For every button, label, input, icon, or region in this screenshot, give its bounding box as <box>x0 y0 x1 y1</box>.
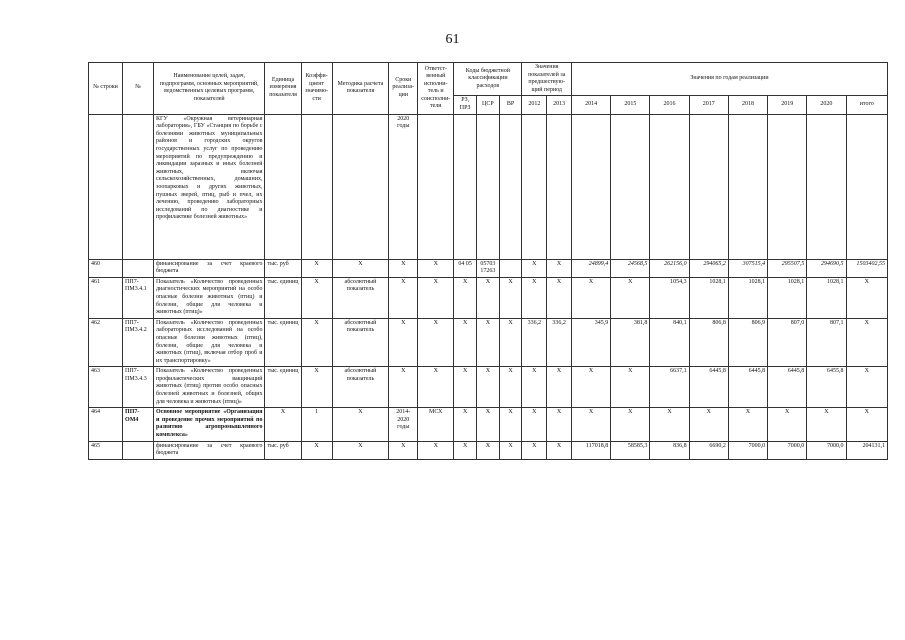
header-2014: 2014 <box>571 96 610 114</box>
header-responsible: Ответст-венный исполни-тель и соисполни-тели <box>418 63 454 115</box>
header-method: Методика расчета показателя <box>332 63 389 115</box>
header-2017: 2017 <box>689 96 728 114</box>
table-row: 465 финансирование за счет краевого бюджета тыс. руб X X X X X X X X X 117018,8 58585,3 836,8 6690,2 7000,0 7000,0 7000,0 204131,1 <box>89 441 888 459</box>
header-num: № <box>123 63 154 115</box>
row-name: Основное мероприятие «Организация и проведение прочих мероприятий по развитию агропромышленного комплекса» <box>154 408 265 441</box>
header-csr: ЦСР <box>477 96 500 114</box>
row-name: Показатель «Количество проведенных профилактических вакцинаций животных (птиц) против особо опасных болезней животных и болезней, общих для человека и животных (птиц)» <box>154 367 265 408</box>
row-unit: тыс. руб <box>265 259 301 277</box>
row-number: 461 <box>89 277 123 318</box>
header-2013: 2013 <box>547 96 572 114</box>
row-code: ПП7-ОМ4 <box>123 408 154 441</box>
table-row: 464 ПП7-ОМ4 Основное мероприятие «Организация и проведение прочих мероприятий по развитию агропромышленного комплекса» X 1 X 2014-2020 годы МСХ X X X X X X X X X X X X X <box>89 408 888 441</box>
header-budget-codes: Коды бюджетной классификации расходов <box>454 63 522 96</box>
row-number: 462 <box>89 318 123 367</box>
header-2016: 2016 <box>650 96 689 114</box>
header-years: Значения по годам реализации <box>571 63 887 96</box>
page-number: 61 <box>445 32 460 47</box>
row-name: Показатель «Количество проведенных диагностических мероприятий на особо опасные болезни животных (птиц) и болезни, общие для человека и животных (птиц)» <box>154 277 265 318</box>
header-row-number: № строки <box>89 63 123 115</box>
row-number: 460 <box>89 259 123 277</box>
header-name: Наименование целей, задач, подпрограмм, основных мероприятий, ведомственных целевых программ, показателей <box>154 63 265 115</box>
header-2020: 2020 <box>807 96 846 114</box>
row-name: финансирование за счет краевого бюджета <box>154 259 265 277</box>
program-table <box>88 62 888 460</box>
row-code: ПП7-ПМ3.4.3 <box>123 367 154 408</box>
table-row: 463 ПП7-ПМ3.4.3 Показатель «Количество проведенных профилактических вакцинаций животных (птиц) против особо опасных болезней животных и болезней, общих для человека и животных (птиц)» тыс. единиц X абсолютный показатель X X X X X X X X X 6637,1 6445,8 6445,8 6445,8 6455,8 X <box>89 367 888 408</box>
row-name: финансирование за счет краевого бюджета <box>154 441 265 459</box>
row-number: 463 <box>89 367 123 408</box>
row-number: 465 <box>89 441 123 459</box>
header-2018: 2018 <box>728 96 767 114</box>
table-row: 462 ПП7-ПМ3.4.2 Показатель «Количество проведенных лабораторных исследований на особо опасные болезни животных (птиц), болезни, общие для человека и животных (птиц), включая отбор проб и их транспортировку» тыс. единиц X абсолютный показатель X X X X X 336,2 336,2 345,9 381,8 840,1 806,8 806,9 807,0 807,1 X <box>89 318 888 367</box>
row-terms: 2020 годы <box>389 114 418 259</box>
header-row-1 <box>89 63 888 96</box>
header-rz: РЗ, ПРЗ <box>454 96 477 114</box>
table-row: 460 финансирование за счет краевого бюджета тыс. руб X X X X 04 05 05703 17263 X X 24899,4 24568,5 262156,0 294065,2 307515,4 295507,5 294690,5 1503402,55 <box>89 259 888 277</box>
header-coef: Коэффи-циент значимо-сти <box>301 63 332 115</box>
header-terms: Сроки реализа-ции <box>389 63 418 115</box>
table-row: 461 ПП7-ПМ3.4.1 Показатель «Количество проведенных диагностических мероприятий на особо опасные болезни животных (птиц) и болезни, общие для человека и животных (птиц)» тыс. единиц X абсолютный показатель X X X X X X X X X 1054,3 1028,1 1028,1 1028,1 1028,1 X <box>89 277 888 318</box>
header-vr: ВР <box>499 96 522 114</box>
row-code: ПП7-ПМ3.4.1 <box>123 277 154 318</box>
row-name: Показатель «Количество проведенных лабораторных исследований на особо опасные болезни животных (птиц), болезни, общие для человека и животных (птиц), включая отбор проб и их транспортировку» <box>154 318 265 367</box>
header-unit: Единица измерения показателя <box>265 63 301 115</box>
header-total: итого <box>846 96 887 114</box>
row-name: КГУ «Окружная ветеринарная лаборатория», ГБУ «Станция по борьбе с болезнями животных муниципальных районов и городских округов государственных услуг по проведению мероприятий по предупреждению и ликвидации заразных и иных болезней животных, включая сельскохозяйственных, домашних, зоопарковых и других животных, пушных зверей, птиц, рыб и пчел, их лечению, проведению лабораторных исследований по диагностике и профилактике болезней животных» <box>154 114 265 259</box>
header-2015: 2015 <box>611 96 650 114</box>
row-number: 464 <box>89 408 123 441</box>
row-code: ПП7-ПМ3.4.2 <box>123 318 154 367</box>
header-prev-period: Значения показателей за предшествую-щий период <box>522 63 572 96</box>
table-row <box>89 114 888 259</box>
header-2019: 2019 <box>768 96 807 114</box>
header-2012: 2012 <box>522 96 547 114</box>
